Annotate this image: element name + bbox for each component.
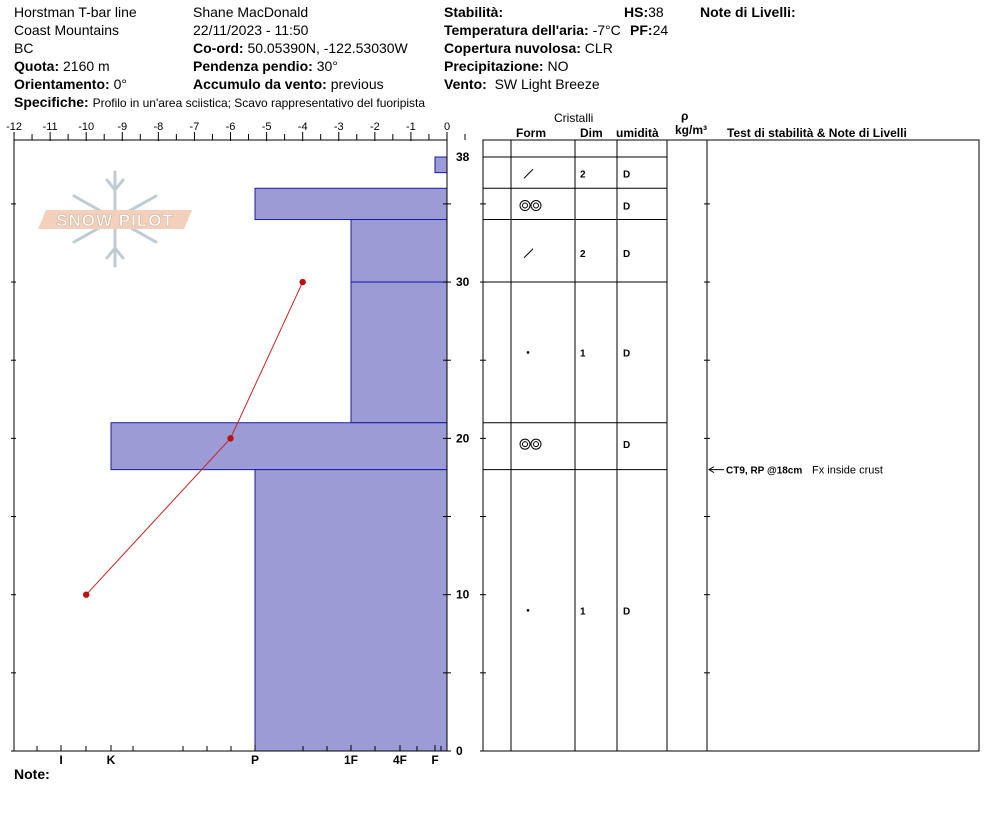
wind-loading-value: previous xyxy=(330,76,384,92)
wind-value: SW Light Breeze xyxy=(494,76,600,92)
crystal-size: 1 xyxy=(580,348,586,360)
hardness-bar-1 xyxy=(255,188,447,219)
temp-tick-label: -9 xyxy=(117,121,128,133)
temperature-point xyxy=(299,279,305,285)
temp-tick-label: -2 xyxy=(369,121,380,133)
hardness-bar-3 xyxy=(351,282,447,423)
height-label: 0 xyxy=(456,744,463,758)
temp-tick-label: -12 xyxy=(6,121,22,133)
elevation-label: Quota: xyxy=(14,58,60,74)
crystals-header: Cristalli xyxy=(554,111,594,125)
location: Horstman T-bar line xyxy=(14,4,137,20)
ring-inner xyxy=(523,442,528,447)
coord-label: Co-ord: xyxy=(193,40,244,56)
sky-value: CLR xyxy=(584,40,613,56)
temp-tick-label: -7 xyxy=(189,121,200,133)
hardness-label: I xyxy=(59,753,63,767)
observer: Shane MacDonald xyxy=(193,4,309,20)
crystal-slash-icon xyxy=(524,169,533,178)
specifics-label: Specifiche: xyxy=(14,94,89,110)
wind-label: Vento: xyxy=(444,76,487,92)
hardness-bar-2 xyxy=(351,220,447,283)
crystal-moisture: D xyxy=(623,248,631,260)
temperature-point xyxy=(83,591,89,597)
crystal-size: 1 xyxy=(580,606,586,618)
pf-label: PF: xyxy=(630,22,653,38)
temperature-point xyxy=(227,435,233,441)
ring-outer xyxy=(531,201,541,211)
ring-outer xyxy=(520,439,530,449)
specifics-value: Profilo in un'area sciistica; Scavo rappresentativo del fuoripista xyxy=(92,96,426,110)
hardness-label: F xyxy=(431,753,439,767)
hardness-bar-5 xyxy=(255,470,447,751)
crystal-dot-icon xyxy=(527,609,530,612)
coord-value: 50.05390N, -122.53030W xyxy=(247,40,408,56)
tests-notes-header: Test di stabilità & Note di Livelli xyxy=(727,126,907,140)
height-label: 20 xyxy=(456,431,470,446)
height-label: 38 xyxy=(456,150,470,164)
test-note: Fx inside crust xyxy=(812,464,883,477)
height-label: 30 xyxy=(456,275,470,290)
ring-inner xyxy=(523,203,528,208)
temp-tick-label: -1 xyxy=(406,121,416,133)
crystal-dot-icon xyxy=(527,351,530,354)
mountain-range: Coast Mountains xyxy=(14,22,120,38)
air-temp-label: Temperatura dell'aria: xyxy=(444,22,589,38)
density-symbol: ρ xyxy=(681,109,689,123)
notes-label: Note: xyxy=(14,766,50,782)
moisture-header: umidità xyxy=(616,126,659,140)
slope-label: Pendenza pendio: xyxy=(193,58,313,74)
temp-tick-label: -10 xyxy=(78,121,95,133)
datetime: 22/11/2023 - 11:50 xyxy=(193,22,309,38)
temp-tick-label: -8 xyxy=(153,121,164,133)
wind-loading-label: Accumulo da vento: xyxy=(193,76,327,92)
size-header: Dim xyxy=(580,126,603,140)
ring-outer xyxy=(520,201,530,211)
aspect-value: 0° xyxy=(113,76,127,92)
aspect-label: Orientamento: xyxy=(14,76,110,92)
sky-label: Copertura nuvolosa: xyxy=(444,40,581,56)
density-unit: kg/m³ xyxy=(675,123,708,137)
stability-label: Stabilità: xyxy=(444,4,504,20)
region: BC xyxy=(14,40,34,56)
test-result: CT9, RP @18cm xyxy=(726,465,803,477)
ring-inner xyxy=(534,203,539,208)
precip-value: NO xyxy=(547,58,569,74)
hardness-label: P xyxy=(250,753,260,767)
crystal-moisture: D xyxy=(623,348,631,360)
hs-label: HS: xyxy=(624,4,649,20)
crystal-moisture: D xyxy=(623,440,631,452)
crystal-size: 2 xyxy=(580,169,586,181)
slope-value: 30° xyxy=(316,58,338,74)
svg-text:SNOW PILOT: SNOW PILOT xyxy=(56,211,174,230)
hardness-bar-4 xyxy=(111,423,447,470)
table-frame xyxy=(483,140,979,751)
temp-tick-label: 0 xyxy=(443,121,451,133)
crystal-rings-icon xyxy=(520,439,541,449)
temp-tick-label: -5 xyxy=(261,121,272,133)
height-label: 10 xyxy=(456,587,470,602)
elevation-value: 2160 m xyxy=(63,58,110,74)
air-temp-value: -7°C xyxy=(592,22,621,38)
hardness-label: K xyxy=(106,753,116,767)
hardness-bars xyxy=(111,157,447,751)
hardness-bar-0 xyxy=(435,157,447,173)
layer-notes-label: Note di Livelli: xyxy=(700,4,796,20)
temp-tick-label: -6 xyxy=(225,121,236,133)
form-header: Form xyxy=(516,126,546,140)
precip-label: Precipitazione: xyxy=(444,58,544,74)
pf-value: 24 xyxy=(652,22,669,38)
crystal-rings-icon xyxy=(520,201,541,211)
hardness-label: 1F xyxy=(343,753,359,767)
temp-tick-label: -11 xyxy=(42,121,58,133)
temp-tick-label: -3 xyxy=(333,121,344,133)
crystal-table xyxy=(483,140,979,751)
crystal-moisture: D xyxy=(623,169,631,181)
hs-value: 38 xyxy=(648,4,664,20)
hardness-label: 4F xyxy=(392,753,408,767)
temp-tick-label: -4 xyxy=(297,121,308,133)
crystal-size: 2 xyxy=(580,248,586,260)
crystal-moisture: D xyxy=(623,201,631,213)
snowpilot-logo xyxy=(38,172,192,266)
ring-outer xyxy=(531,439,541,449)
crystal-slash-icon xyxy=(524,249,533,258)
crystal-moisture: D xyxy=(623,606,631,618)
ring-inner xyxy=(534,442,539,447)
